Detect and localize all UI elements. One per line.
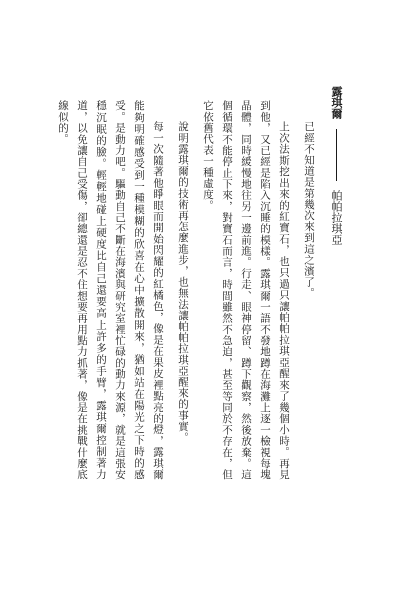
paragraph: 上次法斯挖出來的紅寶石，也只過只讓帕帕拉琪亞醒來了幾個小時。再見到他，又已經是陷入沉睡的模樣。露琪爾一語不發地蹲在海灘上逐一檢視每塊晶體，同時緩慢地往另一邊前進。行走、眼神停留、蹲下觀察，然後放棄。這個循環不能停止下來，對寶石而言，時間雖然不急迫，甚至等同於不存在，但它依舊代表一種虛度。	[202, 100, 290, 480]
running-header	[330, 86, 342, 245]
paragraph: 每一次隨著他睜眼而開始閃耀的紅橘色，像是在果皮裡點亮的燈，露琪爾能夠明確感受到一種模糊的欣喜在心中擴散開來，猶如站在陽光之下時的感受。是動力吧。驅動自己不斷在海濱與研究室裡忙碌的動力來源，就是這張安穩沉眠的臉。輕輕地碰上硬度比自己還要高上許多的手臂，露琪爾控制著力道，以免讓自己受傷，卻總還是忍不住想要再用點力抓著，像是在挑戰什麼底線似的。	[57, 100, 164, 480]
paragraph: 說明露琪爾的技術再怎麼進步，也無法讓帕帕拉琪亞醒來的事實。	[177, 121, 189, 443]
header-title: 帕帕拉琪亞	[330, 190, 343, 245]
header-rule	[336, 129, 337, 181]
header-name: 露琪爾	[330, 86, 343, 119]
paragraph: 已經不知道是第幾次來到這之濱了。	[303, 121, 315, 299]
body-text	[47, 100, 318, 480]
